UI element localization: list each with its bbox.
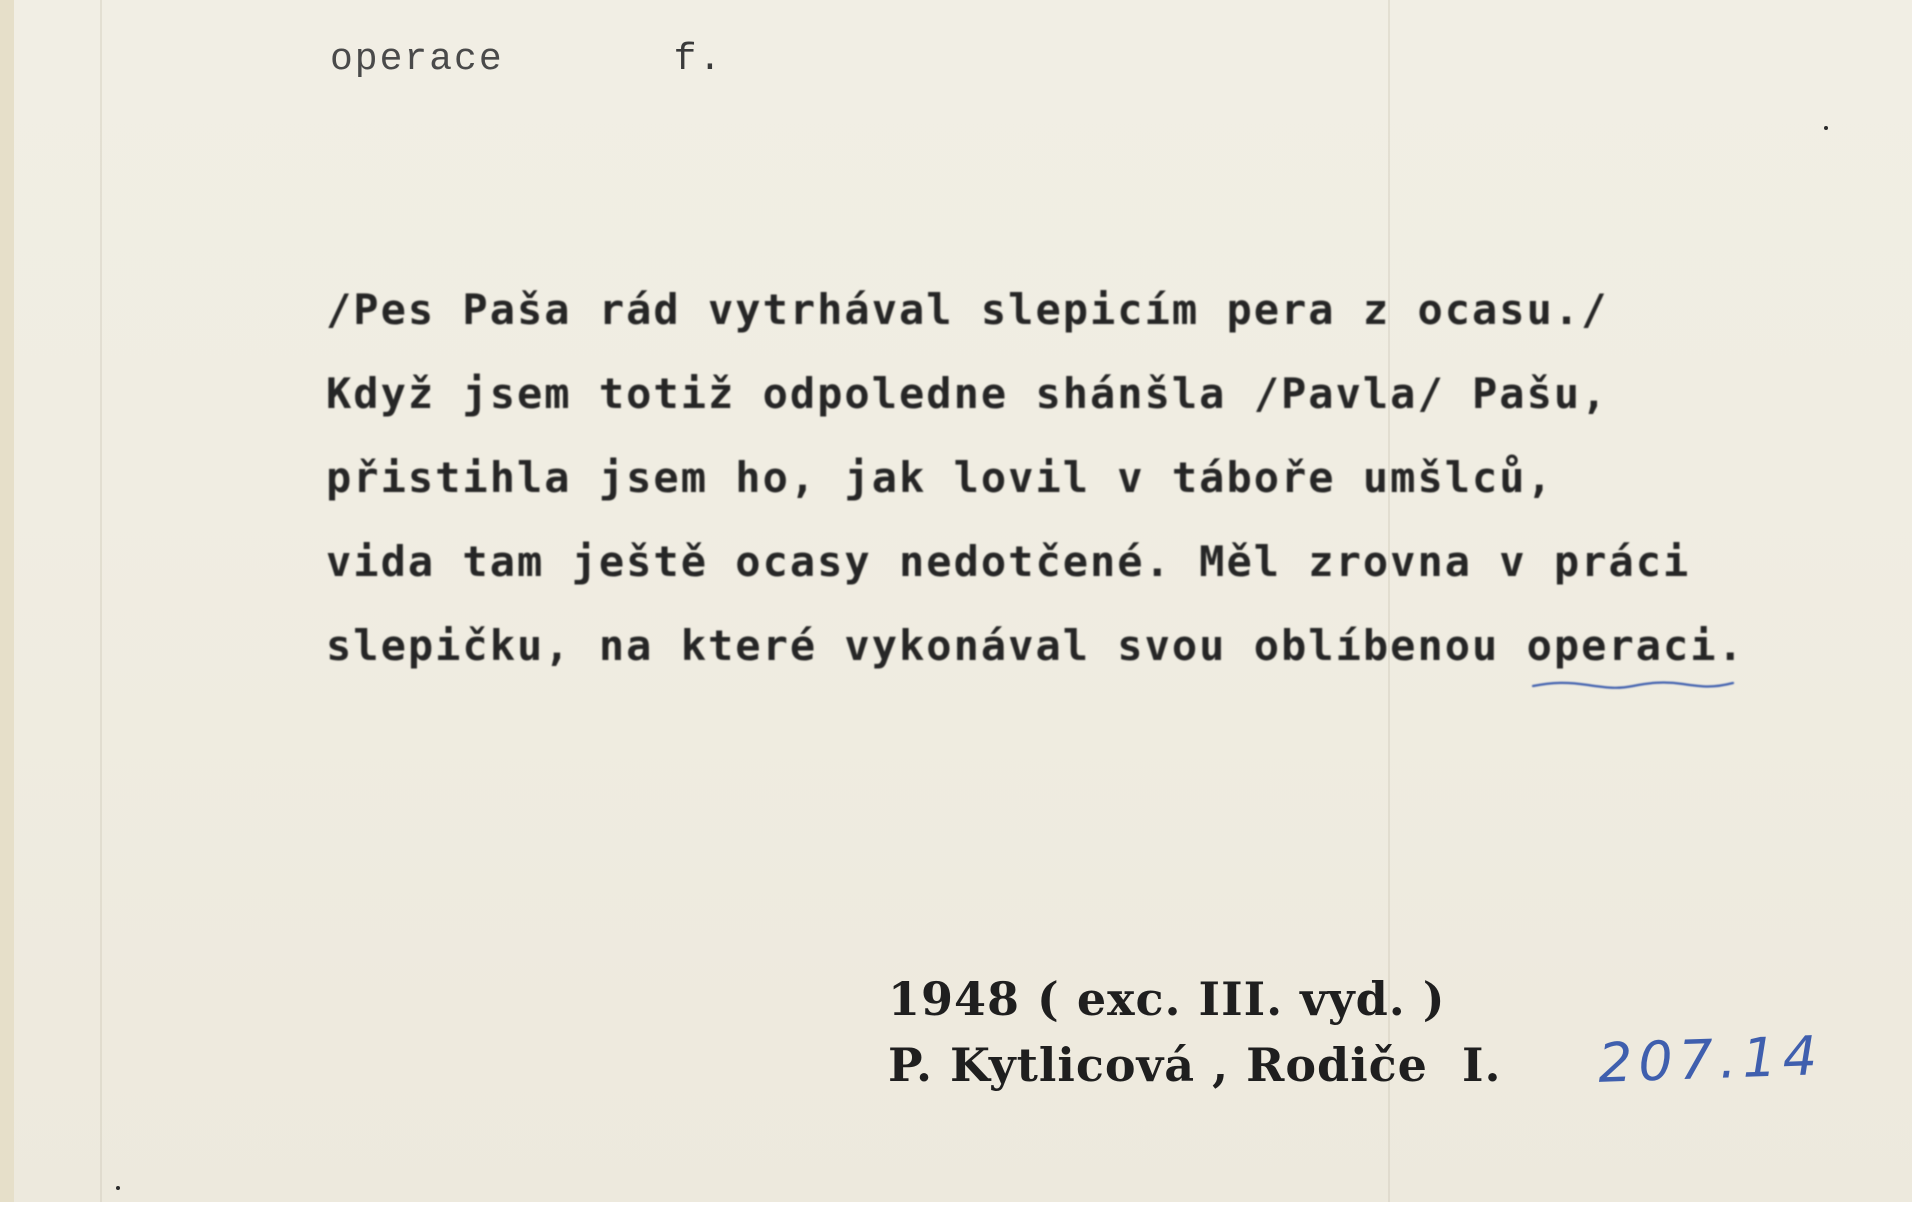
quote-line — [326, 604, 1886, 688]
quote-line: vida tam ještě ocasy nedotčené. Měl zrovna v práci — [326, 537, 1691, 586]
source-work: P. Kytlicová , Rodiče I. — [888, 1038, 1502, 1092]
paper-crease — [100, 0, 102, 1208]
quote-line: přistihla jsem ho, jak lovil v táboře umšlců, — [326, 453, 1554, 502]
handwritten-underline — [1533, 678, 1733, 692]
source-citation — [888, 972, 1502, 1092]
highlighted-keyword — [1527, 621, 1745, 670]
quote-line-text: slepičku, na které vykonával svou oblíbenou — [326, 621, 1527, 670]
ink-speck — [116, 1186, 120, 1190]
quote-line: Když jsem totiž odpoledne shánšla /Pavla/ Pašu, — [326, 369, 1609, 418]
headword: operace — [330, 38, 504, 81]
card-edge — [0, 0, 14, 1208]
scan-border — [0, 1202, 1912, 1208]
keyword-text: operaci. — [1526, 621, 1745, 670]
quote-line: /Pes Paša rád vytrhával slepicím pera z ocasu./ — [326, 285, 1609, 334]
ink-speck — [1824, 126, 1828, 130]
source-year: 1948 ( exc. III. vyd. ) — [888, 972, 1446, 1026]
archive-number: 207.14 — [1596, 1024, 1824, 1095]
headword-row — [330, 38, 723, 81]
grammatical-gender: f. — [673, 38, 724, 81]
quotation-text — [326, 268, 1886, 688]
